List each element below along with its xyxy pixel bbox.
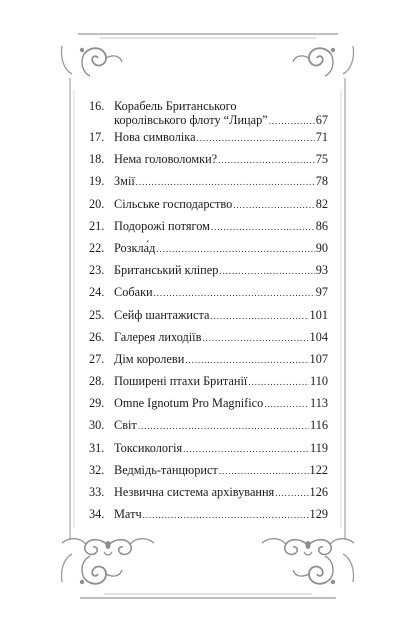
entry-title: Змії: [114, 174, 135, 189]
entry-number: 16.: [89, 99, 105, 113]
entry-number: 34.: [89, 507, 105, 522]
leader-dots: [138, 422, 309, 431]
leader-dots: [264, 400, 309, 409]
entry-title: Токсикологія: [114, 440, 183, 455]
entry-page: 97: [315, 285, 328, 300]
entry-page: 116: [310, 418, 328, 433]
entry-number: 24.: [89, 285, 105, 300]
entry-page: 101: [309, 307, 328, 322]
entry-number: 31.: [89, 440, 105, 455]
entry-title: Нова символіка: [114, 130, 196, 144]
toc-entry[interactable]: [89, 353, 328, 375]
entry-page: 82: [315, 196, 328, 211]
entry-title: Omne Ignotum Pro Magnifico: [114, 396, 264, 411]
leader-dots: [154, 289, 315, 298]
leader-dots: [136, 178, 315, 187]
leader-dots: [183, 445, 309, 454]
entry-page: 126: [309, 485, 328, 499]
toc-entry[interactable]: [89, 375, 328, 397]
entry-number: 25.: [89, 307, 105, 322]
leader-dots: [219, 267, 314, 276]
entry-number: 23.: [89, 263, 105, 278]
top-ornament: [61, 34, 353, 76]
entry-title: Розкла́д: [114, 240, 156, 255]
toc-entry[interactable]: [89, 100, 328, 131]
entry-number: 32.: [89, 462, 105, 477]
entry-title: Ведмідь-танцюрист: [114, 462, 218, 477]
entry-title: Собаки: [114, 285, 153, 300]
entry-page: 119: [310, 440, 328, 455]
leader-dots: [185, 356, 308, 365]
entry-number: 17.: [89, 130, 105, 144]
entry-number: 26.: [89, 329, 105, 344]
leader-dots: [211, 223, 315, 232]
toc-entry[interactable]: [89, 131, 328, 153]
entry-page: 113: [310, 396, 328, 411]
entry-title: Поширені птахи Британії: [114, 374, 248, 389]
leader-dots: [143, 511, 309, 520]
entry-page: 75: [315, 152, 328, 167]
leader-dots: [202, 334, 308, 343]
toc-entry[interactable]: [89, 286, 328, 308]
leader-dots: [269, 117, 315, 126]
entry-number: 20.: [89, 196, 105, 211]
leader-dots: [218, 156, 315, 165]
toc-entry[interactable]: [89, 486, 328, 508]
entry-number: 29.: [89, 396, 105, 411]
entry-page: 67: [315, 113, 328, 127]
entry-page: 93: [315, 263, 328, 278]
entry-number: 27.: [89, 351, 105, 366]
toc-entry[interactable]: [89, 331, 328, 353]
leader-dots: [156, 245, 314, 254]
toc-entry[interactable]: [89, 442, 328, 464]
leader-dots: [210, 312, 308, 321]
entry-title: Світ: [114, 418, 137, 433]
toc-entry[interactable]: [89, 464, 328, 486]
entry-page: 90: [315, 240, 328, 255]
entry-title: королівського флоту “Лицар”: [114, 113, 268, 127]
entry-page: 122: [309, 462, 328, 477]
leader-dots: [275, 489, 308, 498]
entry-number: 19.: [89, 174, 105, 189]
entry-page: 78: [315, 174, 328, 189]
entry-page: 86: [315, 218, 328, 233]
entry-title: Нема головоломки?: [114, 152, 218, 167]
entry-title: Дім королеви: [114, 351, 185, 366]
entry-number: 30.: [89, 418, 105, 433]
entry-number: 21.: [89, 218, 105, 233]
leader-dots: [197, 134, 315, 143]
leader-dots: [248, 378, 309, 387]
entry-title: Подорожі потягом: [114, 218, 210, 233]
toc-entry[interactable]: [89, 264, 328, 286]
leader-dots: [233, 201, 314, 210]
table-of-contents: [89, 100, 328, 530]
entry-title: Британський кліпер: [114, 263, 219, 278]
entry-number: 28.: [89, 374, 105, 389]
entry-page: 107: [309, 351, 328, 366]
toc-entry[interactable]: [89, 508, 328, 530]
toc-entry[interactable]: [89, 220, 328, 242]
entry-number: 33.: [89, 485, 105, 499]
entry-title: Сейф шантажиста: [114, 307, 210, 322]
entry-title: Галерея лиходіїв: [114, 329, 202, 344]
toc-entry[interactable]: [89, 198, 328, 220]
toc-entry[interactable]: [89, 242, 328, 264]
entry-number: 18.: [89, 152, 105, 167]
toc-entry[interactable]: [89, 175, 328, 197]
entry-title: Корабель Британського: [114, 99, 237, 113]
entry-title: Сільське господарство: [114, 196, 233, 211]
entry-title: Незвична система архівування: [114, 485, 275, 499]
toc-entry[interactable]: [89, 397, 328, 419]
toc-entry[interactable]: [89, 309, 328, 331]
entry-page: 110: [310, 374, 328, 389]
toc-entry[interactable]: [89, 419, 328, 441]
entry-page: 104: [309, 329, 328, 344]
entry-page: 129: [309, 507, 328, 522]
entry-title: Матч: [114, 507, 142, 522]
entry-page: 71: [315, 130, 328, 144]
leader-dots: [219, 467, 309, 476]
entry-number: 22.: [89, 240, 105, 255]
toc-entry[interactable]: [89, 153, 328, 175]
bottom-ornament: [61, 539, 354, 598]
